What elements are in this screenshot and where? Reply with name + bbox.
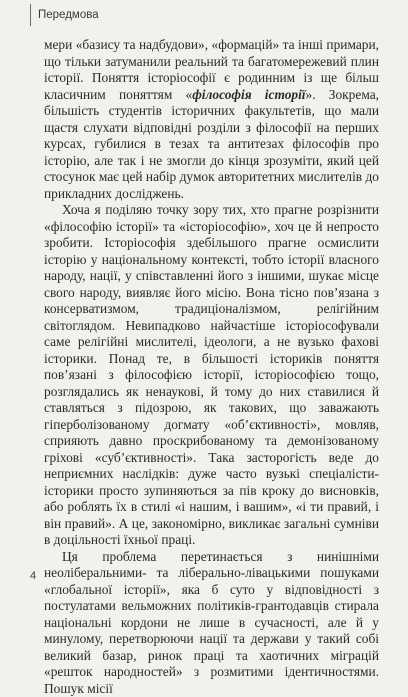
paragraph-3: Ця проблема перетинається з нинішніми неоліберальними- та ліберально-лівацькими пошуками «глобальної історії», яка б суто у відповідності з постулатами вельможних політиків-грантодавців стирала національні кордони не лише в сучасності, але й у минулому, перетворюючи нації та держави у такий собі великий базар, ринок праці та хаотичних міграцій «решток народностей» з розмитими ідентичностями. Пошук місії [44, 549, 379, 697]
section-title: Передмова [38, 4, 99, 26]
term-philosophy-of-history: філософія історії [192, 87, 305, 102]
page-body [44, 37, 379, 697]
paragraph-1-start: мери «базису та надбудови», «формацій» та інші примари, що тільки затуманили реальний та багатомережевий плин історії. Поняття історіософії є родинним із ще більш класичним поняттям « [44, 37, 379, 102]
paragraph-1-end: ». Зокрема, більшість студентів історичних факультетів, що мали щастя слухати відповідні розділи з філософії на перших курсах, губилися в тезах та антитезах філософів про історію, але так і не змогли до кінця зрозуміти, який цей стосунок має цей набір думок авторитетних мислителів до прикладних досліджень. [44, 87, 379, 201]
header-divider [30, 4, 31, 26]
paragraph-1 [44, 37, 379, 202]
running-header [30, 4, 99, 26]
page-number: 4 [30, 570, 36, 582]
paragraph-2: Хоча я поділяю точку зору тих, хто прагне розрізнити «філософію історії» та «історіософію», хоч це й непросто зробити. Історіософія здебільшого прагне осмислити історію у національному контексті, тобто історії власного народу, нації, у співставленні його з іншими, шукає місце свого народу, виявляє його місію. Вона тісно пов’язана з консерватизмом, традиціоналізмом, релігійним світоглядом. Невипадково найчастіше історіософували саме релігійні мислителі, ідеологи, а не вузько фахові історики. Понад те, в більшості істориків поняття пов’язані з філософією історії, історіософією тощо, розглядались як ненаукові, й тому до них ставилися й ставляться з підозрою, як такових, що заважають гіперболізованому догмату «об’єктивності», мовляв, сприяють давно проскрибованому та демонізованому гріхові «суб’єктивності». Така засторогість веде до неприємних наслідків: дуже часто вузькі спеціалісти-історики просто зупиняються за пів кроку до висновків, або роблять їх в стилі «і нашим, і вашим», «і ти правий, і він правий». А це, закономірно, викликає загальні сумніви в доцільності їхньої праці. [44, 202, 379, 549]
